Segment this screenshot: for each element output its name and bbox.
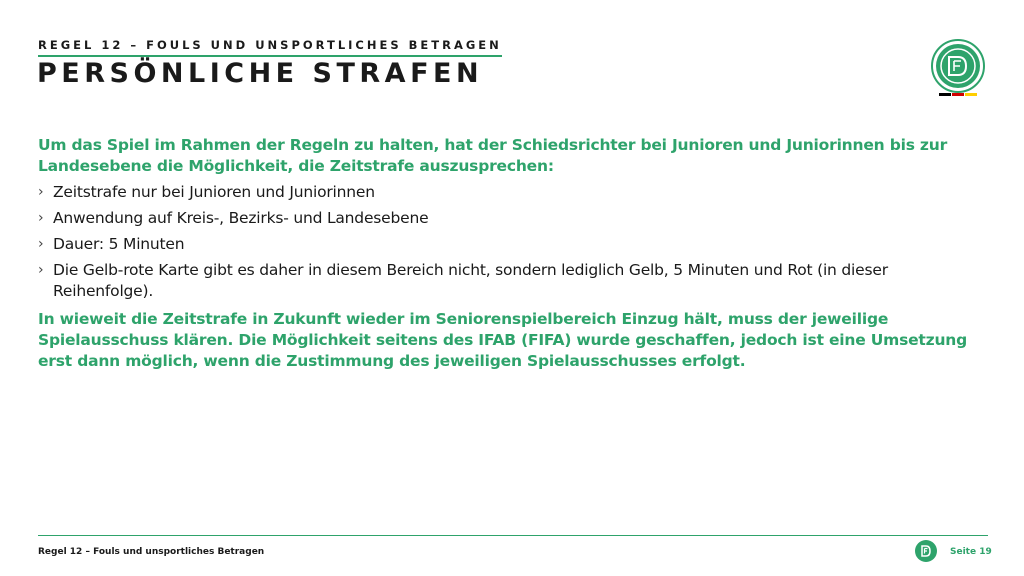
- closing-paragraph: In wieweit die Zeitstrafe in Zukunft wieder im Seniorenspielbereich Einzug hält, muss der jeweilige Spielausschuss klären. Die Möglichkeit seitens des IFAB (FIFA) wurde geschaffen, jedoch ist eine Umsetzung erst dann möglich, wenn die Zustimmung des jeweiligen Spielausschusses erfolgt.: [38, 310, 968, 370]
- list-item: [38, 208, 988, 229]
- footer-divider: [38, 535, 988, 536]
- content-area: [38, 135, 988, 372]
- list-item: [38, 182, 988, 203]
- chevron-right-icon: ›: [38, 210, 44, 226]
- list-item-text: Dauer: 5 Minuten: [53, 235, 185, 253]
- section-kicker: REGEL 12 – FOULS UND UNSPORTLICHES BETRAGEN: [38, 38, 502, 57]
- dfb-logo-icon: [928, 38, 988, 98]
- page-number: Seite 19: [950, 547, 992, 557]
- lead-paragraph: Um das Spiel im Rahmen der Regeln zu halten, hat der Schiedsrichter bei Junioren und Juniorinnen bis zur Landesebene die Möglichkeit, die Zeitstrafe auszusprechen:: [38, 136, 948, 175]
- list-item: [38, 260, 988, 302]
- list-item-text: Anwendung auf Kreis-, Bezirks- und Landesebene: [53, 209, 429, 227]
- list-item-text: Die Gelb-rote Karte gibt es daher in diesem Bereich nicht, sondern lediglich Gelb, 5 Minuten und Rot (in dieser Reihenfolge).: [53, 261, 888, 300]
- chevron-right-icon: ›: [38, 262, 44, 278]
- chevron-right-icon: ›: [38, 236, 44, 252]
- footer-title: Regel 12 – Fouls und unsportliches Betragen: [38, 547, 265, 557]
- dfb-badge-icon: [914, 539, 938, 563]
- chevron-right-icon: ›: [38, 184, 44, 200]
- page-title: PERSÖNLICHE STRAFEN: [37, 58, 484, 89]
- list-item: [38, 234, 988, 255]
- bullet-list: [38, 182, 988, 302]
- list-item-text: Zeitstrafe nur bei Junioren und Juniorinnen: [53, 183, 375, 201]
